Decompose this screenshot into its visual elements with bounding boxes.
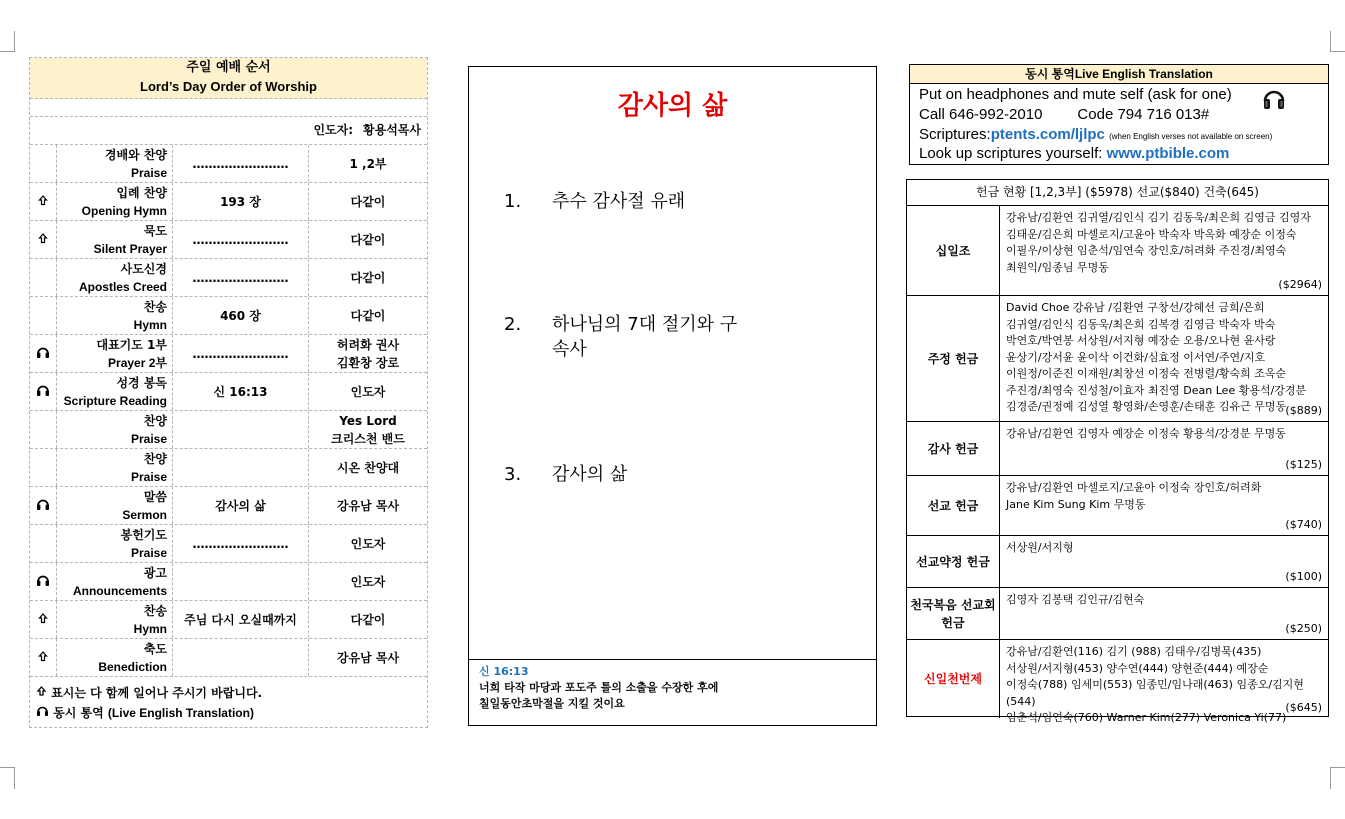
offering-amount: ($250) <box>1285 621 1322 635</box>
verse-line: 너희 타작 마당과 포도주 틀의 소출을 수장한 후에 <box>479 681 719 694</box>
row-title-ko: 찬양 <box>143 451 167 466</box>
row-title-cell <box>57 563 173 600</box>
row-title-en: Praise <box>130 431 167 446</box>
row-detail-cell <box>173 449 309 486</box>
offering-category: 주정 헌금 <box>907 296 1000 421</box>
crop-mark <box>1330 767 1331 789</box>
donor-line: 이정숙(788) 임세미(553) 임종민/임나래(463) 임종오/김지현(544) <box>1006 678 1304 708</box>
row-title-en: Praise <box>130 469 167 484</box>
note-stand <box>36 683 421 703</box>
row-title-cell <box>57 525 173 562</box>
worship-header <box>30 58 427 99</box>
offering-amount: ($125) <box>1285 457 1322 471</box>
row-title-ko: 대표기도 1부 <box>96 337 167 352</box>
row-title-en: Praise <box>130 545 167 560</box>
donor-line: 서상원/서지형(453) 양수연(444) 양현준(444) 예장순 <box>1006 661 1269 675</box>
row-title-en: Silent Prayer <box>93 241 167 256</box>
blank-row <box>30 99 427 117</box>
row-title-en: Announcements <box>72 583 167 598</box>
row-title-ko: 입례 찬양 <box>116 185 167 200</box>
offering-amount: ($889) <box>1285 403 1322 417</box>
worship-row <box>30 601 427 639</box>
row-leader-cell <box>309 335 427 372</box>
stand-icon <box>38 613 48 627</box>
crop-mark <box>1330 767 1345 768</box>
note-headphone-ko: 동시 통역 <box>53 706 104 720</box>
row-title-cell <box>57 221 173 258</box>
offering-row <box>907 640 1328 724</box>
donor-line: 임춘석/임연숙(760) Warner Kim(277) Veronica Yi(77) <box>1006 711 1287 724</box>
donor-names <box>1000 476 1328 535</box>
stand-icon <box>38 233 48 247</box>
crop-mark <box>1330 51 1345 52</box>
headphone-icon <box>36 497 50 514</box>
sermon-panel <box>468 66 877 726</box>
row-leader-cell <box>309 525 427 562</box>
crop-mark <box>0 51 15 52</box>
donor-line: 강유남/김환연 마셀로지/고윤아 이정숙 장인호/허려화 <box>1006 481 1262 494</box>
row-title-cell <box>57 259 173 296</box>
donor-line: 김태운/김은희 마셀로지/고윤아 박숙자 박옥화 예장순 이정숙 <box>1006 227 1297 241</box>
row-icon-cell <box>30 601 57 638</box>
row-icon-cell <box>30 411 57 448</box>
donor-line: 최원익/임종님 무명동 <box>1006 260 1109 274</box>
row-detail-cell: …………………… <box>173 525 309 562</box>
leader-label: 인도자: <box>313 123 354 137</box>
donor-names <box>1000 296 1328 421</box>
note-headphone-en: (Live English Translation) <box>107 706 254 720</box>
row-leader-cell <box>309 297 427 334</box>
scriptures-note: (when English verses not available on screen) <box>1109 132 1273 141</box>
row-title-ko: 사도신경 <box>120 261 167 276</box>
leader-row <box>30 117 427 145</box>
row-title-en: Benediction <box>98 659 167 674</box>
donor-names <box>1000 536 1328 587</box>
row-icon-cell <box>30 639 57 676</box>
donor-names <box>1000 640 1328 724</box>
scripture-verse <box>469 659 876 716</box>
scriptures-line <box>919 126 1272 146</box>
worship-title-en: Lord’s Day Order of Worship <box>140 79 317 94</box>
instruction-line: Put on headphones and mute self (ask for one) <box>919 86 1232 103</box>
row-title-cell <box>57 183 173 220</box>
row-leader: 강유남 목사 <box>336 498 400 513</box>
stand-icon <box>38 195 48 209</box>
donor-line: 윤상기/강서윤 윤이삭 이건화/심효정 이서연/주연/지호 <box>1006 350 1266 364</box>
donor-line: 김경준/권정예 김성열 황영화/손영훈/손태훈 김유근 무명동 <box>1006 400 1287 413</box>
point-number: 2. <box>504 314 522 335</box>
sermon-title: 감사의 삶 <box>617 91 728 121</box>
crop-mark <box>14 31 15 52</box>
row-icon-cell <box>30 373 57 410</box>
donor-line: 이필우/이상현 임춘석/임연숙 장인호/허려화 주진경/최영숙 <box>1006 244 1287 257</box>
row-leader-cell <box>309 221 427 258</box>
headphone-icon <box>36 573 50 590</box>
row-leader: 강유남 목사 <box>336 650 400 665</box>
row-leader: Yes Lord <box>339 413 397 428</box>
point-text: 하나님의 7대 절기와 구속사 <box>552 314 738 360</box>
row-title-ko: 성경 봉독 <box>116 375 167 390</box>
scriptures-label: Scriptures: <box>919 126 991 143</box>
row-detail-cell <box>173 563 309 600</box>
call-number: Call 646-992-2010 <box>919 106 1043 123</box>
donor-names <box>1000 206 1328 295</box>
stand-icon <box>36 683 47 703</box>
row-leader-cell <box>309 183 427 220</box>
offering-table <box>906 179 1329 724</box>
offering-header: 헌금 현황 [1,2,3부] ($5978) 선교($840) 건축(645) <box>907 180 1328 206</box>
row-icon-cell <box>30 563 57 600</box>
worship-row <box>30 525 427 563</box>
row-leader: 허려화 권사 <box>336 337 400 352</box>
offering-amount: ($2964) <box>1278 277 1322 291</box>
row-title-cell <box>57 449 173 486</box>
row-icon-cell <box>30 145 57 182</box>
row-leader-cell <box>309 563 427 600</box>
worship-title-ko: 주일 예배 순서 <box>186 60 271 75</box>
row-icon-cell <box>30 297 57 334</box>
row-icon-cell <box>30 487 57 524</box>
lookup-link[interactable]: www.ptbible.com <box>1106 145 1230 162</box>
headphone-icon <box>1262 87 1286 116</box>
row-detail-cell <box>173 639 309 676</box>
worship-row <box>30 259 427 297</box>
row-leader-cell <box>309 639 427 676</box>
offering-row <box>907 476 1328 536</box>
row-leader-cell <box>309 373 427 410</box>
row-title-en: Sermon <box>122 507 167 522</box>
offering-category: 십일조 <box>907 206 1000 295</box>
offering-amount: ($740) <box>1285 517 1322 531</box>
row-icon-cell <box>30 449 57 486</box>
row-title-ko: 말씀 <box>143 489 167 504</box>
row-leader: 다같이 <box>350 232 386 247</box>
row-leader: 다같이 <box>350 308 386 323</box>
donor-line: 주진경/최영숙 진성철/이효자 최진영 Dean Lee 황용석/강경분 <box>1006 383 1307 397</box>
row-title-ko: 봉헌기도 <box>120 527 167 542</box>
call-code: Code 794 716 013# <box>1077 106 1210 123</box>
donor-names <box>1000 588 1328 639</box>
row-detail-cell <box>173 411 309 448</box>
row-leader: 인도자 <box>350 536 386 551</box>
note-stand-text: 표시는 다 함께 일어나 주시기 바랍니다. <box>51 686 263 700</box>
row-leader-cell <box>309 411 427 448</box>
offering-category: 신일천번제 <box>907 640 1000 718</box>
offering-rows <box>907 206 1328 724</box>
donor-line: Jane Kim Sung Kim 무명동 <box>1006 497 1146 511</box>
offering-row <box>907 422 1328 476</box>
row-detail-cell: 193 장 <box>173 183 309 220</box>
headphone-icon <box>36 345 50 362</box>
translation-header <box>910 65 1328 84</box>
row-title-en: Praise <box>130 165 167 180</box>
worship-rows <box>30 145 427 677</box>
translation-box <box>909 64 1329 165</box>
row-title-en: Apostles Creed <box>78 279 167 294</box>
row-leader: 인도자 <box>350 384 386 399</box>
row-leader-2: 크리스천 밴드 <box>331 431 405 446</box>
row-title-cell <box>57 297 173 334</box>
sermon-point <box>504 312 752 362</box>
row-detail-cell: …………………… <box>173 145 309 182</box>
row-detail-cell: …………………… <box>173 335 309 372</box>
crop-mark <box>14 767 15 789</box>
row-title-en: Hymn <box>133 621 167 636</box>
row-leader: 인도자 <box>350 574 386 589</box>
donor-line: 강유남/김환연 김귀열/김인식 김기 김동욱/최은희 김영금 김영자 <box>1006 211 1311 224</box>
crop-mark <box>1330 31 1331 52</box>
row-icon-cell <box>30 221 57 258</box>
row-detail-cell: 감사의 삶 <box>173 487 309 524</box>
row-title-cell <box>57 145 173 182</box>
donor-line: 김귀열/김인식 김동욱/최은희 김복경 김영금 박숙자 박숙 <box>1006 317 1276 331</box>
sermon-point <box>504 462 752 487</box>
row-leader: 다같이 <box>350 194 386 209</box>
offering-row <box>907 588 1328 640</box>
row-detail-cell: …………………… <box>173 259 309 296</box>
row-title-ko: 찬송 <box>143 603 167 618</box>
headphone-icon <box>36 703 49 723</box>
row-title-cell <box>57 335 173 372</box>
worship-row <box>30 183 427 221</box>
row-title-ko: 경배와 찬양 <box>104 147 167 162</box>
row-icon-cell <box>30 335 57 372</box>
row-detail-cell: 주님 다시 오실때까지 <box>173 601 309 638</box>
row-leader-2: 김환창 장로 <box>336 355 400 370</box>
sermon-point <box>504 189 752 214</box>
row-title-en: Scripture Reading <box>63 393 167 408</box>
lookup-label: Look up scriptures yourself: <box>919 145 1103 162</box>
order-of-worship-table <box>29 57 428 728</box>
row-detail-cell: 신 16:13 <box>173 373 309 410</box>
row-title-cell <box>57 373 173 410</box>
row-leader-cell <box>309 601 427 638</box>
point-text: 감사의 삶 <box>552 464 628 485</box>
row-icon-cell <box>30 525 57 562</box>
offering-row <box>907 536 1328 588</box>
row-leader-cell <box>309 487 427 524</box>
donor-line: 서상원/서지형 <box>1006 541 1074 554</box>
verse-reference: 신 16:13 <box>479 665 529 678</box>
row-leader: 다같이 <box>350 270 386 285</box>
note-headphone <box>36 703 421 723</box>
row-title-en: Hymn <box>133 317 167 332</box>
row-title-cell <box>57 487 173 524</box>
row-icon-cell <box>30 183 57 220</box>
donor-line: 김영자 김봉택 김인규/김현숙 <box>1006 593 1145 606</box>
worship-row <box>30 145 427 183</box>
worship-row <box>30 221 427 259</box>
row-leader-cell <box>309 259 427 296</box>
offering-category: 선교약정 헌금 <box>907 536 1000 587</box>
offering-category: 천국복음 선교회 헌금 <box>907 588 1000 639</box>
worship-row <box>30 487 427 525</box>
row-detail-cell: 460 장 <box>173 297 309 334</box>
row-leader-cell <box>309 145 427 182</box>
offering-row <box>907 296 1328 422</box>
worship-row <box>30 563 427 601</box>
row-leader-cell <box>309 449 427 486</box>
row-title-ko: 찬송 <box>143 299 167 314</box>
worship-row <box>30 373 427 411</box>
worship-row <box>30 449 427 487</box>
row-leader: 다같이 <box>350 612 386 627</box>
leader-name: 황용석목사 <box>363 123 421 137</box>
lookup-line <box>919 145 1229 163</box>
row-title-ko: 축도 <box>143 641 167 656</box>
offering-amount: ($645) <box>1285 700 1322 714</box>
worship-notes <box>30 677 427 727</box>
worship-row <box>30 297 427 335</box>
crop-mark <box>0 767 15 768</box>
scriptures-link[interactable]: ptents.com/ljlpc <box>990 126 1105 143</box>
call-line <box>919 106 1209 124</box>
stand-icon <box>38 651 48 665</box>
row-icon-cell <box>30 259 57 296</box>
row-leader: 1 ,2부 <box>349 156 387 171</box>
donor-line: 박연호/박연봉 서상원/서지형 예장순 오용/오나현 윤사랑 <box>1006 334 1276 347</box>
donor-line: 이원정/이준진 이재원/최창선 이정숙 전병렬/황숙희 조옥순 <box>1006 367 1287 380</box>
donor-line: 강유남/김환연(116) 김기 (988) 김태우/김병묵(435) <box>1006 645 1262 658</box>
headphone-icon <box>36 383 50 400</box>
offering-row <box>907 206 1328 296</box>
row-title-ko: 광고 <box>143 565 167 580</box>
worship-row <box>30 411 427 449</box>
verse-line: 칠일동안초막절을 지킬 것이요 <box>479 697 625 710</box>
row-title-en: Opening Hymn <box>81 203 167 218</box>
donor-line: 강유남/김환연 김영자 예장순 이정숙 황용석/강경분 무명동 <box>1006 427 1286 440</box>
row-title-cell <box>57 639 173 676</box>
row-detail-cell: …………………… <box>173 221 309 258</box>
donor-names <box>1000 422 1328 475</box>
worship-row <box>30 335 427 373</box>
offering-category: 선교 헌금 <box>907 476 1000 535</box>
row-title-cell <box>57 411 173 448</box>
row-title-ko: 묵도 <box>143 223 167 238</box>
point-number: 1. <box>504 191 522 212</box>
point-text: 추수 감사절 유래 <box>552 191 686 212</box>
translation-header-en: Live English Translation <box>1074 67 1213 81</box>
point-number: 3. <box>504 464 522 485</box>
row-title-ko: 찬양 <box>143 413 167 428</box>
offering-amount: ($100) <box>1285 569 1322 583</box>
row-title-en: Prayer 2부 <box>108 355 167 370</box>
row-leader: 시온 찬양대 <box>336 460 400 475</box>
offering-category: 감사 헌금 <box>907 422 1000 475</box>
translation-header-ko: 동시 통역 <box>1025 67 1075 81</box>
worship-row <box>30 639 427 677</box>
row-title-cell <box>57 601 173 638</box>
donor-line: David Choe 강유남 /김환연 구창선/강혜선 금희/은희 <box>1006 301 1265 314</box>
